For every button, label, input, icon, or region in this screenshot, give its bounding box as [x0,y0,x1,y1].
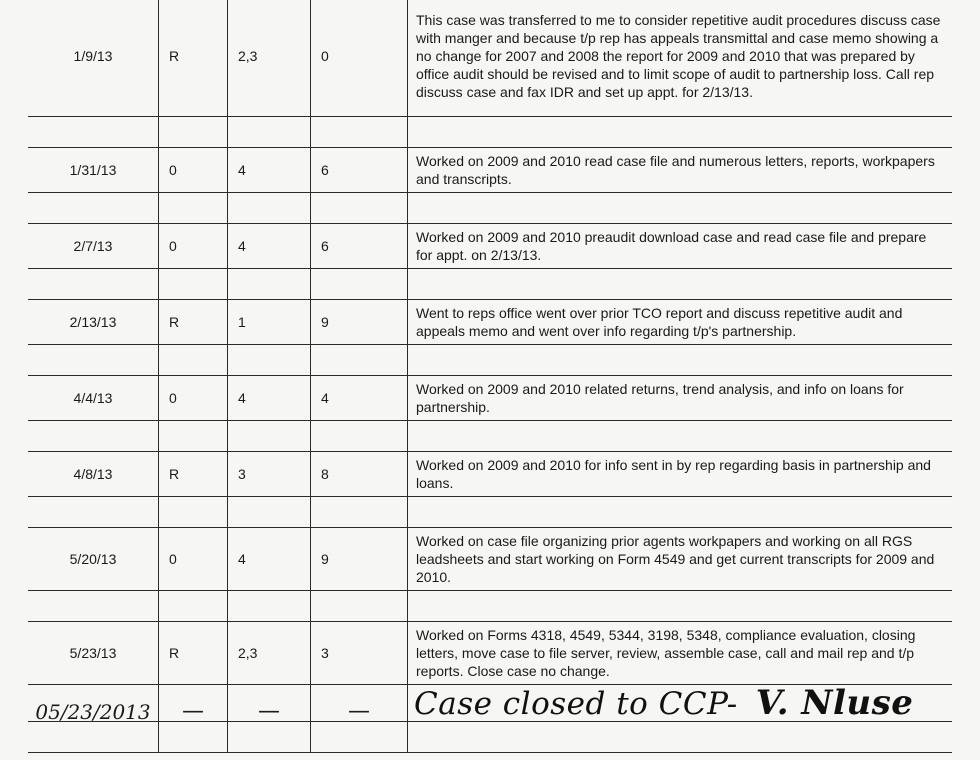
entry-date: 1/31/13 [28,148,159,193]
table-row [28,300,952,345]
handwritten-type-dash: — [182,699,204,724]
entry-date: 2/7/13 [28,224,159,269]
blank-row [28,345,952,376]
entry-date: 2/13/13 [28,300,159,345]
entry-hours: 2,3 [228,622,311,685]
entry-type: R [159,622,228,685]
entry-minutes: 6 [311,148,408,193]
entry-date: 4/8/13 [28,452,159,497]
entry-hours: 4 [228,148,311,193]
blank-row [28,117,952,148]
entry-description: Worked on 2009 and 2010 preaudit download case and read case file and prepare for appt. on 2/13/13. [408,224,953,269]
entry-minutes: 6 [311,224,408,269]
entry-date: 5/20/13 [28,528,159,591]
entry-date: 1/9/13 [28,0,159,117]
entry-type: 0 [159,148,228,193]
blank-row [28,269,952,300]
entry-description: Worked on Forms 4318, 4549, 5344, 3198, 5348, compliance evaluation, closing letters, move case to file server, review, assemble case, call and mail rep and t/p reports. Close case no change. [408,622,953,685]
handwritten-type-cell [159,685,228,722]
handwritten-signature: V. Nluse [755,683,914,723]
entry-hours: 4 [228,528,311,591]
table-body [28,0,952,753]
entry-type: 0 [159,224,228,269]
entry-description: Worked on 2009 and 2010 for info sent in by rep regarding basis in partnership and loans. [408,452,953,497]
blank-row [28,722,952,753]
entry-date: 5/23/13 [28,622,159,685]
entry-type: R [159,0,228,117]
handwritten-note: Case closed to CCP- [414,686,738,722]
entry-description: Worked on 2009 and 2010 related returns, trend analysis, and info on loans for partnership. [408,376,953,421]
entry-hours: 4 [228,224,311,269]
blank-row [28,591,952,622]
entry-hours: 3 [228,452,311,497]
entry-description: This case was transferred to me to consider repetitive audit procedures discuss case with manger and because t/p rep has appeals transmittal and case memo showing a no change for 2007 and 2008 the report for 2009 and 2010 that was prepared by office audit should be revised and to limit scope of audit to partnership loss. Call rep discuss case and fax IDR and set up appt. for 2/13/13. [408,0,953,117]
entry-minutes: 0 [311,0,408,117]
entry-description: Worked on case file organizing prior agents workpapers and working on all RGS leadsheets and start working on Form 4549 and get current transcripts for 2009 and 2010. [408,528,953,591]
table-row [28,148,952,193]
entry-type: 0 [159,376,228,421]
entry-type: 0 [159,528,228,591]
table-row [28,0,952,117]
entry-minutes: 9 [311,300,408,345]
entry-hours: 2,3 [228,0,311,117]
blank-row [28,497,952,528]
table-row [28,528,952,591]
entry-minutes: 3 [311,622,408,685]
table-row [28,622,952,685]
handwritten-row [28,685,952,722]
blank-row [28,193,952,224]
entry-description: Worked on 2009 and 2010 read case file and numerous letters, reports, workpapers and transcripts. [408,148,953,193]
entry-minutes: 9 [311,528,408,591]
table-row [28,452,952,497]
entry-type: R [159,452,228,497]
table-row [28,376,952,421]
handwritten-minutes-dash: — [348,699,370,724]
entry-description: Went to reps office went over prior TCO report and discuss repetitive audit and appeals memo and went over info regarding t/p's partnership. [408,300,953,345]
handwritten-hours-dash: — [258,699,280,724]
handwritten-date: 05/23/2013 [35,700,151,724]
blank-row [28,421,952,452]
handwritten-hours-cell [228,685,311,722]
table-row [28,224,952,269]
entry-type: R [159,300,228,345]
entry-minutes: 8 [311,452,408,497]
entry-date: 4/4/13 [28,376,159,421]
entry-hours: 4 [228,376,311,421]
handwritten-date-cell [28,685,159,722]
entry-hours: 1 [228,300,311,345]
handwritten-minutes-cell [311,685,408,722]
case-activity-table [28,0,952,753]
entry-minutes: 4 [311,376,408,421]
handwritten-note-cell [408,685,953,722]
